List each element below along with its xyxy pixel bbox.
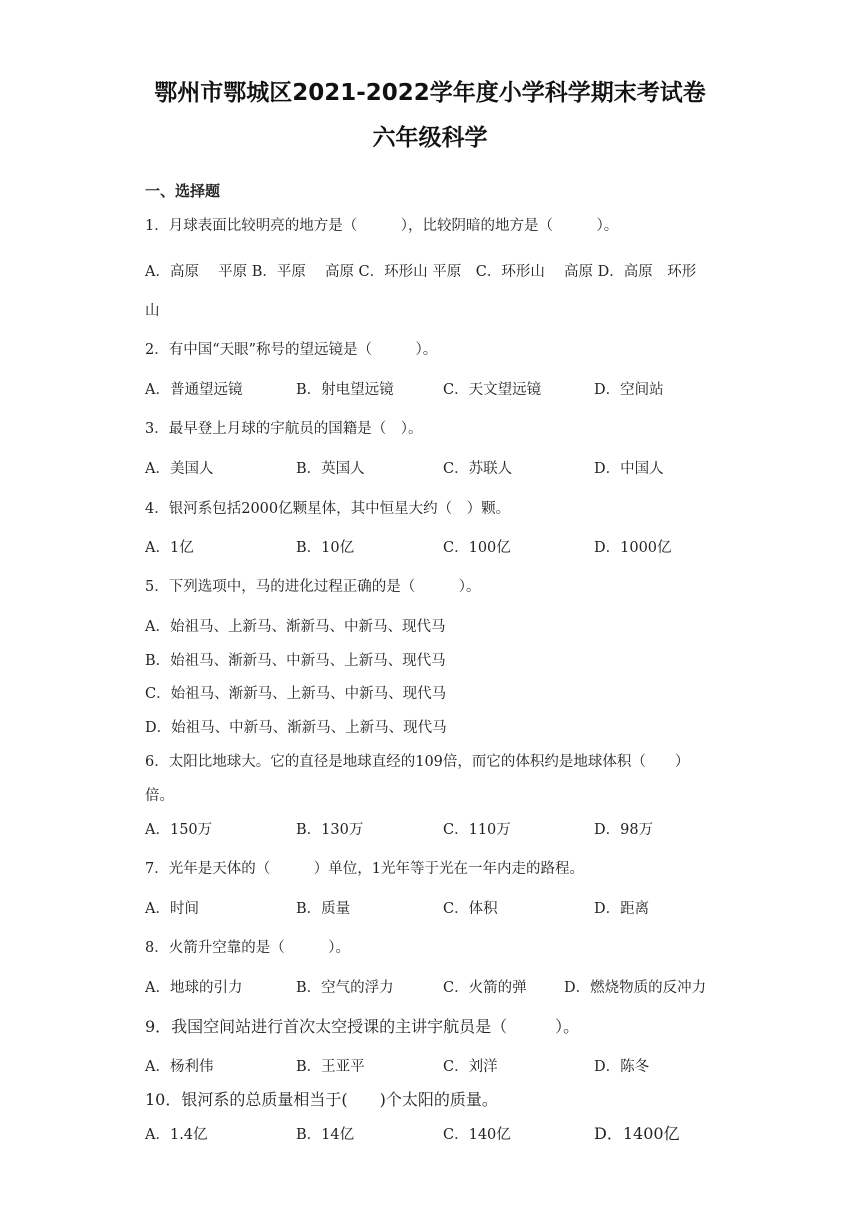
q3-option-d: D．中国人	[594, 461, 664, 477]
q8-option-b: B．空气的浮力	[296, 980, 394, 996]
question-10: 10．银河系的总质量相当于( )个太阳的质量。	[145, 1090, 498, 1109]
q8-option-a: A．地球的引力	[145, 980, 243, 996]
q9-option-d: D．陈冬	[594, 1059, 650, 1075]
q7-option-c: C．体积	[443, 901, 498, 917]
q2-option-c: C．天文望远镜	[443, 382, 542, 398]
q4-option-a: A．1亿	[145, 540, 194, 556]
q9-option-b: B．王亚平	[296, 1059, 365, 1075]
section-heading: 一、选择题	[145, 182, 221, 200]
question-7: 7．光年是天体的（ ）单位，1光年等于光在一年内走的路程。	[145, 861, 584, 877]
q5-option-a: A．始祖马、上新马、渐新马、中新马、现代马	[145, 619, 446, 635]
q1-options: A．高原 平原 B．平原 高原 C．环形山 平原 C．环形山 高原 D．高原 环形	[145, 264, 697, 280]
q6-option-c: C．110万	[443, 822, 511, 838]
q5-option-b: B．始祖马、渐新马、中新马、上新马、现代马	[145, 653, 446, 669]
question-3: 3．最早登上月球的宇航员的国籍是（ ）。	[145, 421, 423, 437]
question-2: 2．有中国“天眼”称号的望远镜是（ ）。	[145, 342, 438, 358]
q8-option-d: D．燃烧物质的反冲力	[564, 980, 707, 996]
question-1: 1．月球表面比较明亮的地方是（ ），比较阴暗的地方是（ ）。	[145, 218, 619, 234]
q10-option-a: A．1.4亿	[145, 1127, 208, 1143]
q6-option-a: A．150万	[145, 822, 213, 838]
exam-title: 鄂州市鄂城区2021-2022学年度小学科学期末考试卷	[154, 80, 706, 106]
q5-option-d: D．始祖马、中新马、渐新马、上新马、现代马	[145, 720, 447, 736]
q8-option-c: C．火箭的弹	[443, 980, 527, 996]
q6-option-b: B．130万	[296, 822, 364, 838]
q2-option-d: D．空间站	[594, 382, 664, 398]
question-9: 9．我国空间站进行首次太空授课的主讲宇航员是（ ）。	[145, 1017, 580, 1036]
q1-options-cont: 山	[145, 303, 160, 319]
q10-option-c: C．140亿	[443, 1127, 511, 1143]
q9-option-c: C．刘洋	[443, 1059, 498, 1075]
q7-option-b: B．质量	[296, 901, 351, 917]
q10-option-d: D．1400亿	[594, 1124, 680, 1143]
q5-option-c: C．始祖马、渐新马、上新马、中新马、现代马	[145, 686, 447, 702]
q4-option-d: D．1000亿	[594, 540, 672, 556]
q2-option-b: B．射电望远镜	[296, 382, 394, 398]
q6-option-d: D．98万	[594, 822, 654, 838]
q6-cont: 倍。	[145, 788, 174, 804]
q10-option-b: B．14亿	[296, 1127, 355, 1143]
q9-option-a: A．杨利伟	[145, 1059, 214, 1075]
q4-option-c: C．100亿	[443, 540, 511, 556]
q4-option-b: B．10亿	[296, 540, 355, 556]
q7-option-a: A．时间	[145, 901, 199, 917]
question-6: 6．太阳比地球大。它的直径是地球直经的109倍，而它的体积约是地球体积（ ）	[145, 754, 690, 770]
question-4: 4．银河系包括2000亿颗星体，其中恒星大约（ ）颗。	[145, 501, 511, 517]
q7-option-d: D．距离	[594, 901, 650, 917]
q3-option-a: A．美国人	[145, 461, 214, 477]
question-8: 8．火箭升空靠的是（ ）。	[145, 940, 350, 956]
q2-option-a: A．普通望远镜	[145, 382, 243, 398]
question-5: 5．下列选项中，马的进化过程正确的是（ ）。	[145, 579, 481, 595]
q3-option-c: C．苏联人	[443, 461, 513, 477]
exam-subtitle: 六年级科学	[372, 125, 488, 151]
q3-option-b: B．英国人	[296, 461, 365, 477]
